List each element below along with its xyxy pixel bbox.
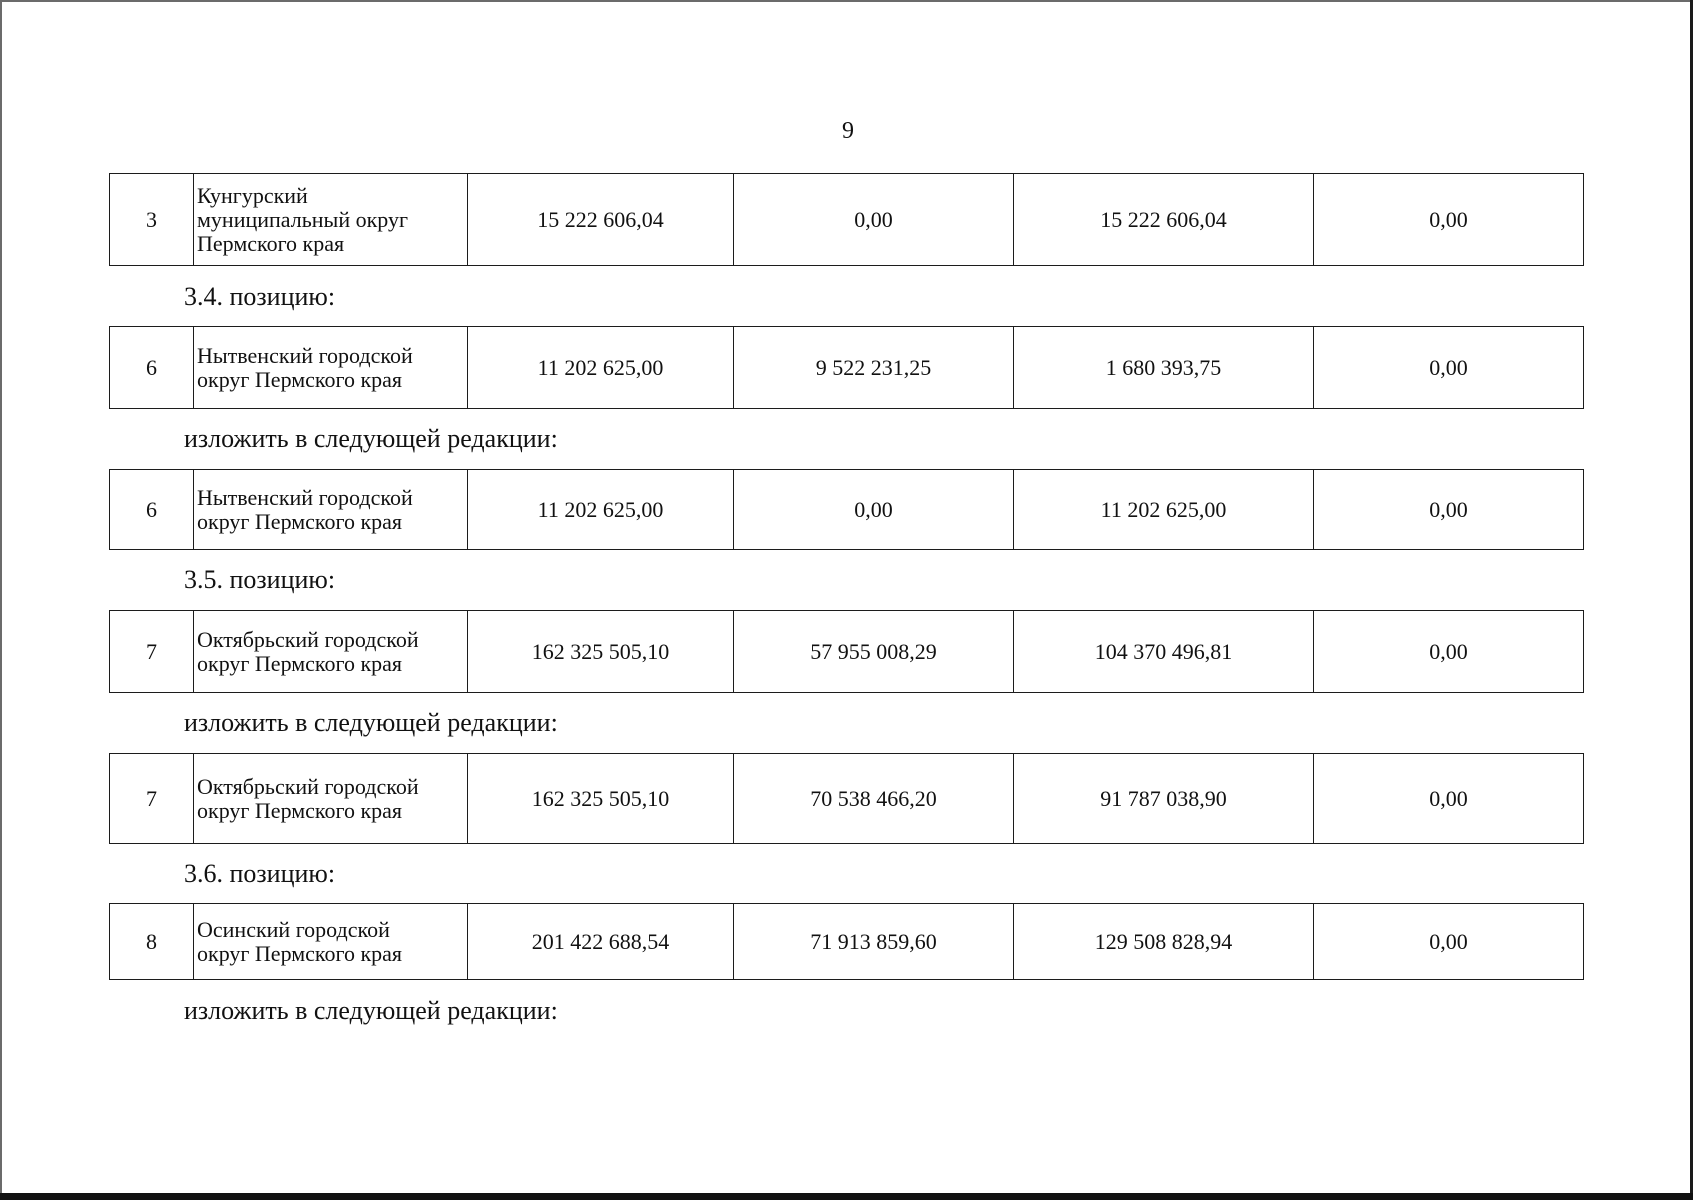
amount-col-2: 0,00 (734, 470, 1014, 550)
table-row (110, 904, 1584, 980)
page-number: 9 (842, 118, 854, 144)
municipality-name (194, 611, 468, 693)
row-number: 8 (110, 904, 194, 980)
row-number: 6 (110, 327, 194, 409)
municipality-name (194, 327, 468, 409)
amount-total: 162 325 505,10 (468, 611, 734, 693)
table-row (110, 174, 1584, 266)
municipality-name-line: округ Пермского края (197, 508, 403, 534)
amendment-table-nytva-new (109, 469, 1584, 550)
municipality-name-line: Кунгурский (197, 182, 308, 208)
municipality-name-line: Осинский городской (197, 916, 390, 942)
municipality-name-line: Октябрьский городской (197, 626, 419, 652)
amount-col-3: 11 202 625,00 (1014, 470, 1314, 550)
amount-col-2: 71 913 859,60 (734, 904, 1014, 980)
table-row (110, 470, 1584, 550)
municipality-name-line: округ Пермского края (197, 797, 403, 823)
amount-col-4: 0,00 (1314, 470, 1584, 550)
amount-total: 11 202 625,00 (468, 327, 734, 409)
amount-col-4: 0,00 (1314, 754, 1584, 844)
amendment-table-osa-old (109, 903, 1584, 980)
municipality-name (194, 174, 468, 266)
row-number: 6 (110, 470, 194, 550)
amount-col-4: 0,00 (1314, 904, 1584, 980)
amount-total: 201 422 688,54 (468, 904, 734, 980)
caption-new-edition: изложить в следующей редакции: (184, 708, 558, 737)
amount-col-2: 0,00 (734, 174, 1014, 266)
amount-col-4: 0,00 (1314, 611, 1584, 693)
caption-3-5: 3.5. позицию: (184, 565, 336, 594)
municipality-name-line: округ Пермского края (197, 366, 403, 392)
municipality-name-line: округ Пермского края (197, 940, 403, 966)
amount-col-3: 129 508 828,94 (1014, 904, 1314, 980)
municipality-name-line: Октябрьский городской (197, 773, 419, 799)
amount-col-2: 57 955 008,29 (734, 611, 1014, 693)
amount-col-3: 104 370 496,81 (1014, 611, 1314, 693)
amount-col-4: 0,00 (1314, 174, 1584, 266)
amendment-table-nytva-old (109, 326, 1584, 409)
amount-total: 15 222 606,04 (468, 174, 734, 266)
amount-col-2: 9 522 231,25 (734, 327, 1014, 409)
amount-col-3: 91 787 038,90 (1014, 754, 1314, 844)
scan-edge-bottom (0, 1193, 1693, 1200)
municipality-name-line: муниципальный округ (197, 206, 409, 232)
municipality-name (194, 754, 468, 844)
amount-total: 162 325 505,10 (468, 754, 734, 844)
table-row (110, 611, 1584, 693)
caption-new-edition: изложить в следующей редакции: (184, 996, 558, 1025)
municipality-name-line: Пермского края (197, 230, 345, 256)
caption-new-edition: изложить в следующей редакции: (184, 424, 558, 453)
row-number: 3 (110, 174, 194, 266)
table-row (110, 327, 1584, 409)
row-number: 7 (110, 754, 194, 844)
scan-edge-top (0, 0, 1693, 2)
caption-3-4: 3.4. позицию: (184, 282, 336, 311)
municipality-name-line: округ Пермского края (197, 650, 403, 676)
amendment-table-oktyabrsky-new (109, 753, 1584, 844)
scan-edge-left (0, 0, 2, 1200)
municipality-name-line: Нытвенский городской (197, 484, 413, 510)
municipality-name-line: Нытвенский городской (197, 342, 413, 368)
amount-col-4: 0,00 (1314, 327, 1584, 409)
municipality-name (194, 904, 468, 980)
amount-total: 11 202 625,00 (468, 470, 734, 550)
row-number: 7 (110, 611, 194, 693)
amount-col-3: 1 680 393,75 (1014, 327, 1314, 409)
amendment-table-kungur (109, 173, 1584, 266)
amount-col-3: 15 222 606,04 (1014, 174, 1314, 266)
municipality-name (194, 470, 468, 550)
table-row (110, 754, 1584, 844)
amendment-table-oktyabrsky-old (109, 610, 1584, 693)
caption-3-6: 3.6. позицию: (184, 859, 336, 888)
amount-col-2: 70 538 466,20 (734, 754, 1014, 844)
